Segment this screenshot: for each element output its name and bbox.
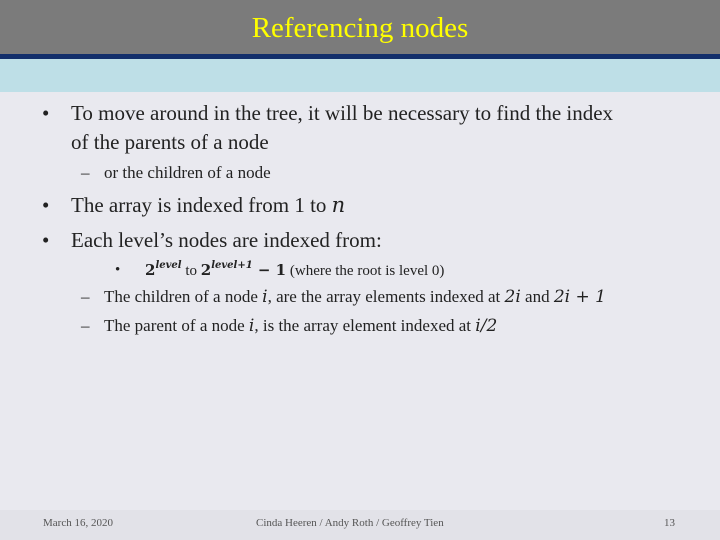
slide-title: Referencing nodes [251, 12, 469, 44]
text: , are the array elements indexed at [267, 287, 505, 306]
dash-marker: – [81, 163, 90, 182]
root-note: (where the root is level 0) [286, 263, 445, 279]
bullet-2 [71, 191, 345, 219]
bullet-1-line-1: To move around in the tree, it will be necessary to find the index [71, 101, 614, 125]
math-exp-level: level [155, 260, 182, 271]
sub-bullet-parent-index [104, 314, 497, 338]
bullet-marker: • [42, 101, 50, 125]
math-2: 2 [145, 261, 156, 279]
footer-date: March 16, 2020 [43, 517, 113, 529]
math-minus-1: − 1 [252, 261, 287, 279]
math-2i-plus-1: 2i + 1 [553, 287, 606, 307]
sub-bullet-children: or the children of a node [104, 163, 271, 182]
dash-marker: – [81, 316, 90, 335]
math-2i: 2i [504, 287, 521, 307]
text: The parent of a node [104, 316, 249, 335]
bullet-marker: • [115, 262, 121, 278]
math-exp-level-plus-1: level+1 [211, 260, 253, 271]
math-i: i [248, 316, 255, 336]
slide-content [0, 92, 720, 510]
math-i: i [262, 287, 268, 307]
bullet-marker: • [42, 228, 50, 252]
text: and [520, 287, 554, 306]
to-word: to [181, 263, 201, 279]
bullet-1-line-2: of the parents of a node [71, 130, 269, 154]
bullet-marker: • [42, 193, 50, 217]
bullet-2-text: The array is indexed from 1 to [71, 193, 332, 217]
slide-footer [0, 510, 720, 540]
level-range [145, 259, 444, 284]
footer-authors: Cinda Heeren / Andy Roth / Geoffrey Tien [256, 517, 444, 529]
math-2: 2 [200, 261, 212, 279]
text: , is the array element indexed at [254, 316, 476, 335]
sub-bullet-children-index [104, 285, 606, 309]
math-n: n [331, 193, 346, 217]
text: The children of a node [104, 287, 263, 306]
dash-marker: – [81, 287, 90, 306]
page-number: 13 [664, 517, 675, 529]
header-band [0, 59, 720, 92]
math-i-over-2: i/2 [475, 316, 498, 336]
bullet-3: Each level’s nodes are indexed from: [71, 228, 382, 252]
